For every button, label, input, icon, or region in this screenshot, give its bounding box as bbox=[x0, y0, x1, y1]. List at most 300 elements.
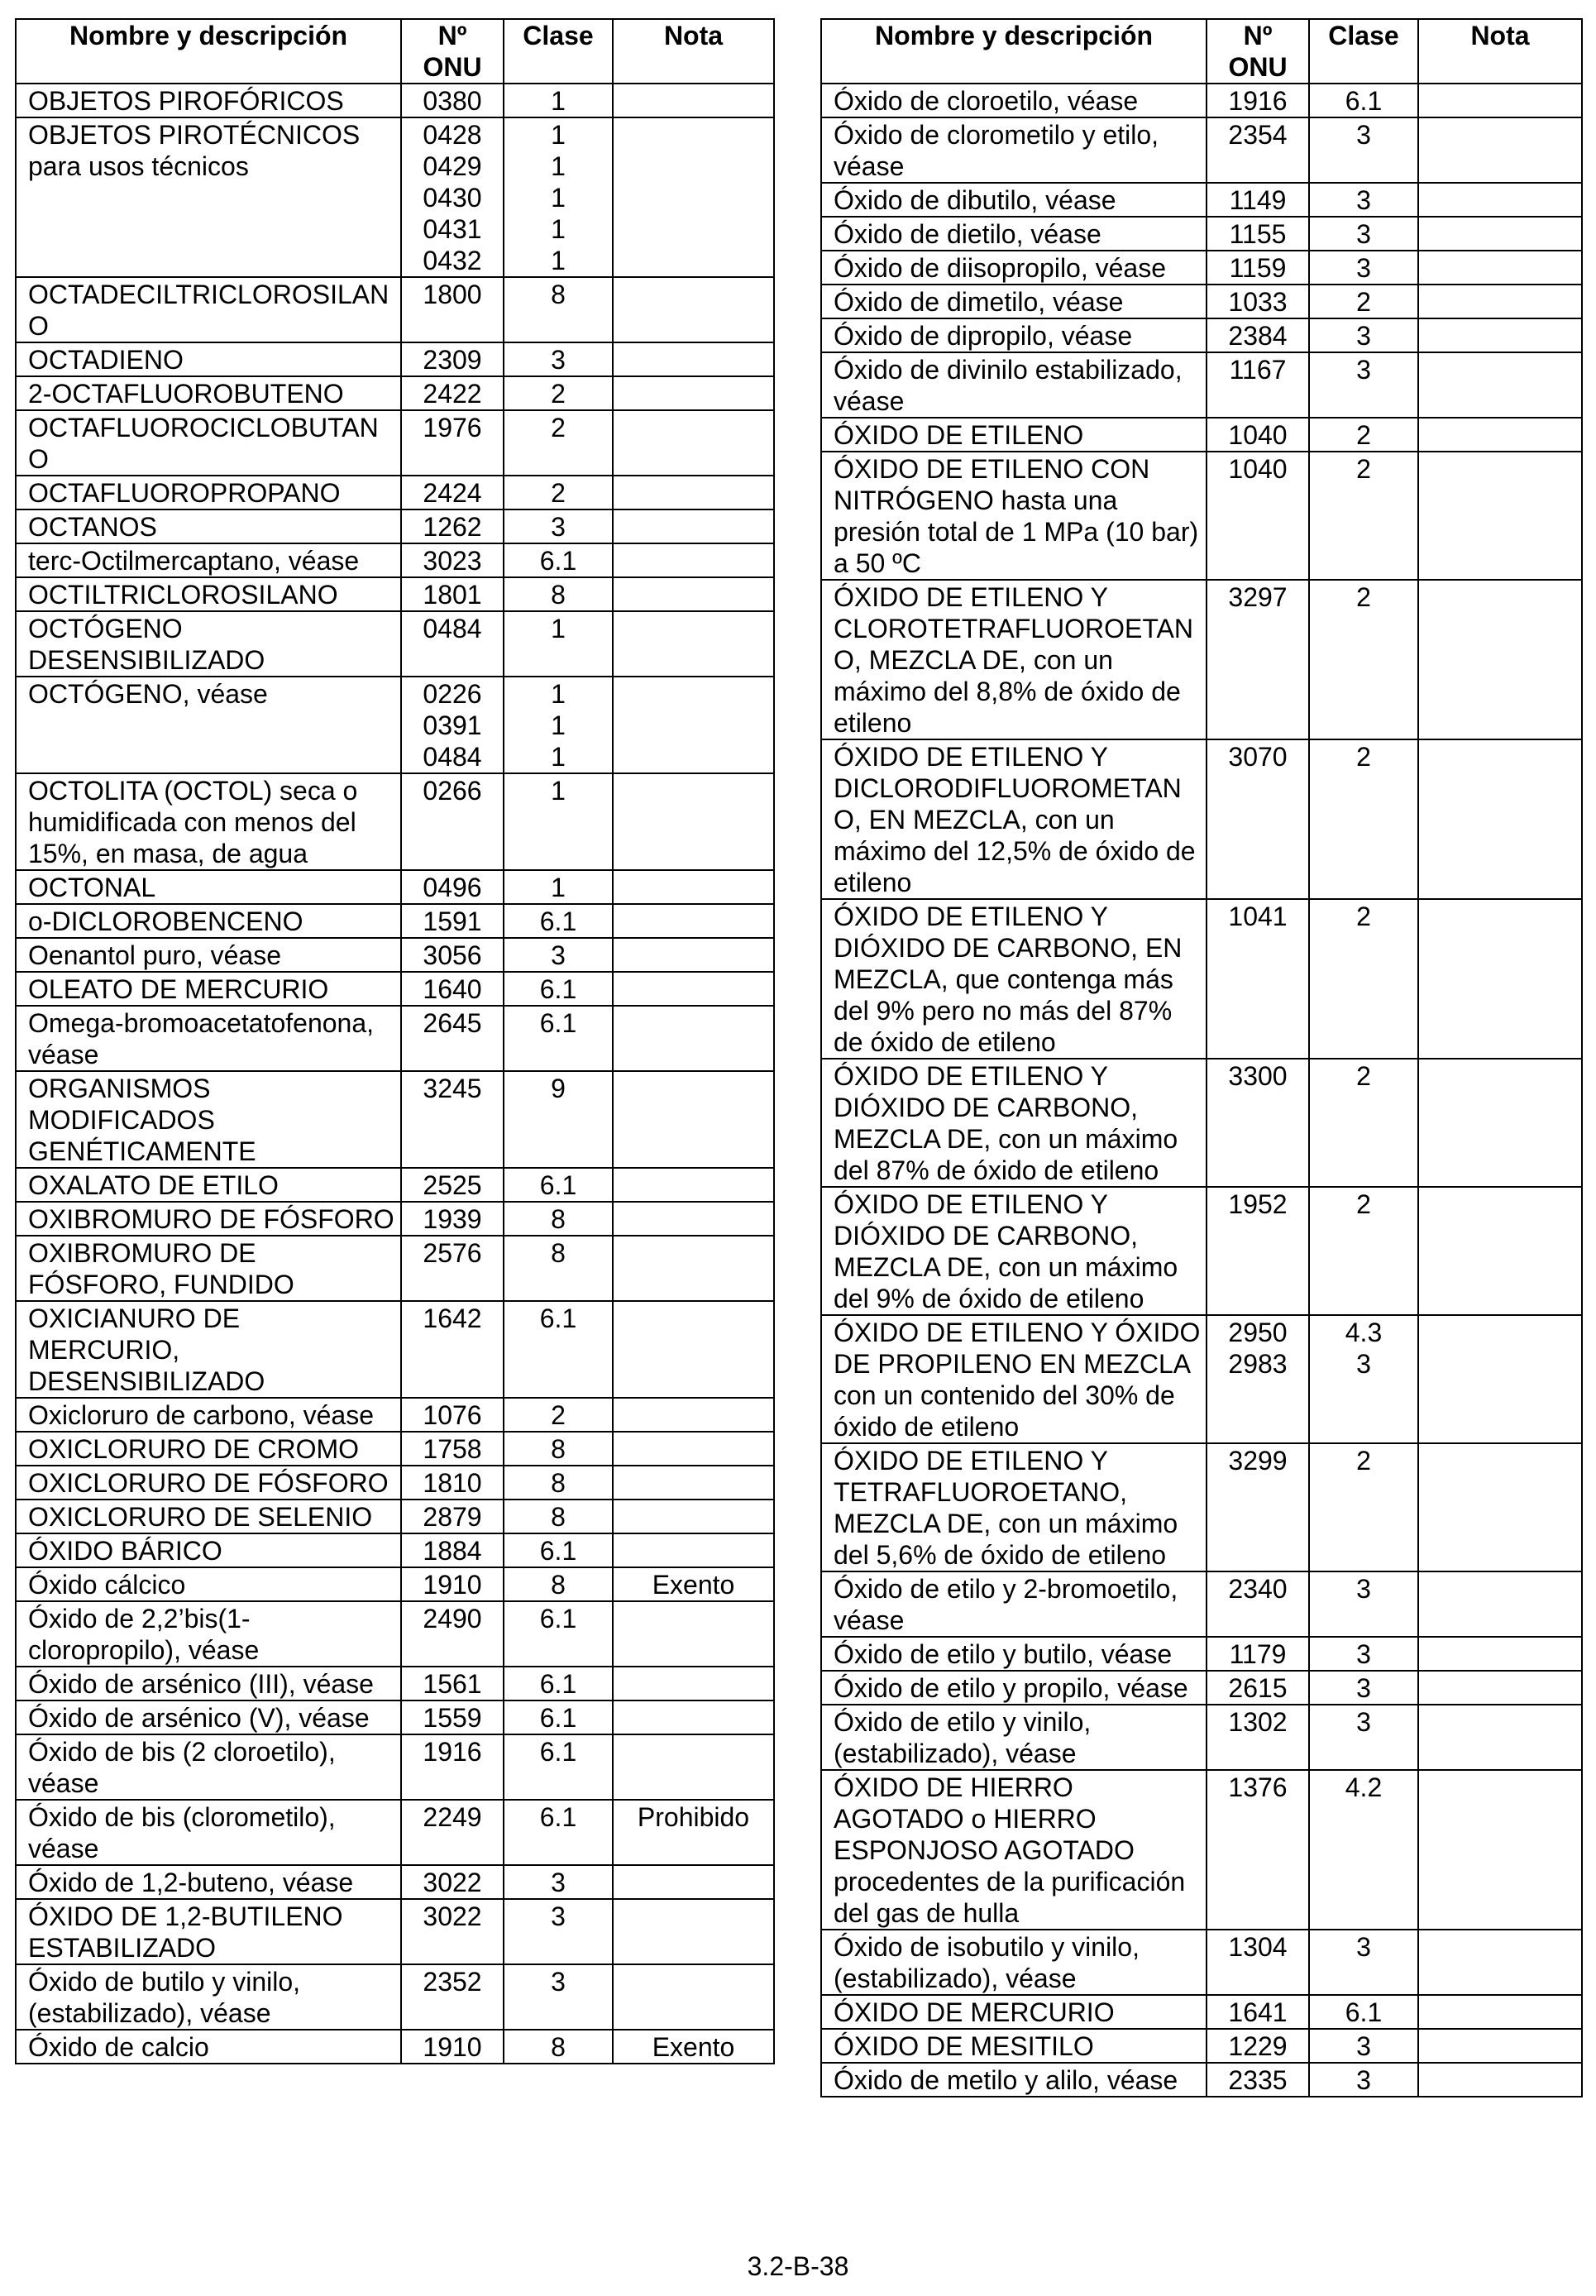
cell-onu: 3299 bbox=[1207, 1443, 1309, 1571]
cell-onu: 2490 bbox=[401, 1601, 504, 1667]
table-row bbox=[821, 2063, 1582, 2097]
cell-nota bbox=[1418, 84, 1582, 117]
cell-onu: 1167 bbox=[1207, 352, 1309, 418]
table-row bbox=[821, 1995, 1582, 2029]
cell-onu: 1155 bbox=[1207, 217, 1309, 251]
cell-nota bbox=[1418, 2063, 1582, 2097]
table-row bbox=[821, 739, 1582, 899]
cell-onu: 2424 bbox=[401, 476, 504, 509]
cell-onu: 3297 bbox=[1207, 580, 1309, 739]
table-row bbox=[821, 217, 1582, 251]
cell-clase: 3 bbox=[504, 938, 613, 972]
cell-clase: 3 bbox=[504, 509, 613, 543]
cell-clase: 6.1 bbox=[504, 543, 613, 577]
cell-onu: 1910 bbox=[401, 2030, 504, 2064]
cell-name: OCTONAL bbox=[16, 870, 401, 904]
table-row bbox=[16, 1168, 774, 1202]
page-number: 3.2-B-38 bbox=[747, 2251, 849, 2281]
left-substance-table bbox=[15, 18, 775, 2064]
cell-name: ÓXIDO DE ETILENO Y DICLORODIFLUOROMETANO, EN MEZCLA, con un máximo del 12,5% de óxido de etileno bbox=[821, 739, 1207, 899]
cell-clase: 3 bbox=[1309, 251, 1418, 285]
cell-nota bbox=[1418, 1637, 1582, 1671]
cell-onu: 1801 bbox=[401, 577, 504, 611]
cell-nota bbox=[613, 1899, 774, 1964]
cell-nota bbox=[613, 1301, 774, 1398]
cell-name: OCTAFLUOROPROPANO bbox=[16, 476, 401, 509]
cell-name: OCTANOS bbox=[16, 509, 401, 543]
table-row bbox=[16, 1700, 774, 1734]
cell-onu: 1641 bbox=[1207, 1995, 1309, 2029]
cell-clase: 6.1 bbox=[504, 1301, 613, 1398]
cell-name: o-DICLOROBENCENO bbox=[16, 904, 401, 938]
cell-onu: 1302 bbox=[1207, 1705, 1309, 1770]
cell-clase: 1 1 1 bbox=[504, 677, 613, 773]
cell-name: Óxido de dietilo, véase bbox=[821, 217, 1207, 251]
cell-onu: 1640 bbox=[401, 972, 504, 1006]
cell-onu: 1952 bbox=[1207, 1187, 1309, 1315]
table-row bbox=[821, 1187, 1582, 1315]
table-row bbox=[16, 611, 774, 677]
cell-clase: 8 bbox=[504, 277, 613, 342]
table-row bbox=[821, 1637, 1582, 1671]
cell-onu: 1229 bbox=[1207, 2029, 1309, 2063]
cell-clase: 2 bbox=[1309, 580, 1418, 739]
cell-onu: 2879 bbox=[401, 1500, 504, 1533]
table-row bbox=[16, 1202, 774, 1236]
table-row bbox=[821, 452, 1582, 580]
cell-onu: 3056 bbox=[401, 938, 504, 972]
cell-clase: 3 bbox=[504, 342, 613, 376]
table-row bbox=[16, 1398, 774, 1432]
cell-clase: 2 bbox=[1309, 418, 1418, 452]
table-row bbox=[821, 84, 1582, 117]
cell-clase: 1 bbox=[504, 611, 613, 677]
table-row bbox=[16, 870, 774, 904]
cell-clase: 2 bbox=[1309, 285, 1418, 318]
table-row bbox=[16, 972, 774, 1006]
table-row bbox=[16, 1667, 774, 1700]
table-row bbox=[16, 410, 774, 476]
cell-name: ÓXIDO DE ETILENO bbox=[821, 418, 1207, 452]
cell-name: Óxido de bis (clorometilo), véase bbox=[16, 1800, 401, 1865]
cell-clase: 2 bbox=[504, 410, 613, 476]
cell-name: OBJETOS PIROTÉCNICOS para usos técnicos bbox=[16, 117, 401, 277]
cell-clase: 3 bbox=[1309, 1671, 1418, 1705]
table-row bbox=[16, 1601, 774, 1667]
cell-onu: 2950 2983 bbox=[1207, 1315, 1309, 1443]
cell-nota bbox=[1418, 418, 1582, 452]
cell-nota bbox=[613, 1006, 774, 1071]
cell-nota bbox=[613, 1865, 774, 1899]
cell-onu: 1939 bbox=[401, 1202, 504, 1236]
cell-onu: 0428 0429 0430 0431 0432 bbox=[401, 117, 504, 277]
cell-nota bbox=[1418, 1443, 1582, 1571]
cell-clase: 1 bbox=[504, 870, 613, 904]
table-row bbox=[821, 1930, 1582, 1995]
cell-onu: 3023 bbox=[401, 543, 504, 577]
cell-nota bbox=[613, 938, 774, 972]
table-row bbox=[821, 352, 1582, 418]
cell-onu: 2249 bbox=[401, 1800, 504, 1865]
cell-nota bbox=[1418, 1995, 1582, 2029]
table-row bbox=[821, 318, 1582, 352]
cell-clase: 6.1 bbox=[504, 904, 613, 938]
table-row bbox=[821, 183, 1582, 217]
cell-name: ÓXIDO DE ETILENO Y DIÓXIDO DE CARBONO, MEZCLA DE, con un máximo del 87% de óxido de etileno bbox=[821, 1059, 1207, 1187]
cell-nota bbox=[613, 870, 774, 904]
header-clase: Clase bbox=[504, 19, 613, 84]
cell-name: Óxido de dibutilo, véase bbox=[821, 183, 1207, 217]
cell-clase: 3 bbox=[1309, 1705, 1418, 1770]
cell-name: Óxido de etilo y propilo, véase bbox=[821, 1671, 1207, 1705]
cell-nota bbox=[613, 1071, 774, 1168]
cell-name: OCTILTRICLOROSILANO bbox=[16, 577, 401, 611]
cell-nota bbox=[1418, 1571, 1582, 1637]
table-row bbox=[16, 117, 774, 277]
cell-onu: 0266 bbox=[401, 773, 504, 870]
cell-onu: 1040 bbox=[1207, 418, 1309, 452]
cell-onu: 1304 bbox=[1207, 1930, 1309, 1995]
table-row bbox=[821, 1059, 1582, 1187]
cell-name: ÓXIDO DE MESITILO bbox=[821, 2029, 1207, 2063]
cell-onu: 2422 bbox=[401, 376, 504, 410]
cell-nota bbox=[613, 1398, 774, 1432]
cell-clase: 4.3 3 bbox=[1309, 1315, 1418, 1443]
table-row bbox=[16, 904, 774, 938]
cell-nota bbox=[1418, 352, 1582, 418]
cell-onu: 1910 bbox=[401, 1567, 504, 1601]
cell-onu: 2384 bbox=[1207, 318, 1309, 352]
cell-nota bbox=[613, 1734, 774, 1800]
cell-nota: Exento bbox=[613, 1567, 774, 1601]
cell-clase: 6.1 bbox=[504, 972, 613, 1006]
cell-name: Óxido de divinilo estabilizado, véase bbox=[821, 352, 1207, 418]
cell-onu: 3300 bbox=[1207, 1059, 1309, 1187]
cell-clase: 3 bbox=[1309, 352, 1418, 418]
table-row bbox=[821, 1671, 1582, 1705]
table-row bbox=[16, 577, 774, 611]
cell-nota bbox=[613, 972, 774, 1006]
cell-name: Óxido de dimetilo, véase bbox=[821, 285, 1207, 318]
cell-clase: 4.2 bbox=[1309, 1770, 1418, 1930]
cell-clase: 6.1 bbox=[504, 1800, 613, 1865]
cell-nota bbox=[613, 1202, 774, 1236]
cell-nota: Prohibido bbox=[613, 1800, 774, 1865]
cell-clase: 6.1 bbox=[504, 1734, 613, 1800]
header-onu: Nº ONU bbox=[1207, 19, 1309, 84]
cell-onu: 2335 bbox=[1207, 2063, 1309, 2097]
cell-name: ÓXIDO DE ETILENO Y DIÓXIDO DE CARBONO, EN MEZCLA, que contenga más del 9% pero no más del 87% de óxido de etileno bbox=[821, 899, 1207, 1059]
cell-onu: 3070 bbox=[1207, 739, 1309, 899]
cell-name: Óxido de 1,2-buteno, véase bbox=[16, 1865, 401, 1899]
table-row bbox=[16, 1236, 774, 1301]
table-row bbox=[16, 1006, 774, 1071]
cell-onu: 1800 bbox=[401, 277, 504, 342]
cell-name: Óxido de bis (2 cloroetilo), véase bbox=[16, 1734, 401, 1800]
cell-onu: 0484 bbox=[401, 611, 504, 677]
cell-nota bbox=[1418, 739, 1582, 899]
cell-clase: 2 bbox=[504, 376, 613, 410]
cell-name: Óxido de etilo y vinilo, (estabilizado), véase bbox=[821, 1705, 1207, 1770]
cell-onu: 1033 bbox=[1207, 285, 1309, 318]
table-row bbox=[16, 543, 774, 577]
cell-onu: 1149 bbox=[1207, 183, 1309, 217]
cell-nota bbox=[1418, 117, 1582, 183]
cell-name: OCTOLITA (OCTOL) seca o humidificada con menos del 15%, en masa, de agua bbox=[16, 773, 401, 870]
header-name: Nombre y descripción bbox=[16, 19, 401, 84]
cell-name: OXICLORURO DE SELENIO bbox=[16, 1500, 401, 1533]
cell-nota bbox=[1418, 318, 1582, 352]
cell-nota bbox=[613, 1667, 774, 1700]
cell-name: OCTADIENO bbox=[16, 342, 401, 376]
header-nota: Nota bbox=[613, 19, 774, 84]
table-row bbox=[16, 1500, 774, 1533]
cell-name: ÓXIDO DE ETILENO Y TETRAFLUOROETANO, MEZCLA DE, con un máximo del 5,6% de óxido de etileno bbox=[821, 1443, 1207, 1571]
cell-name: OLEATO DE MERCURIO bbox=[16, 972, 401, 1006]
cell-onu: 1040 bbox=[1207, 452, 1309, 580]
cell-nota bbox=[613, 677, 774, 773]
table-row bbox=[821, 1571, 1582, 1637]
cell-onu: 2525 bbox=[401, 1168, 504, 1202]
cell-clase: 9 bbox=[504, 1071, 613, 1168]
header-nota: Nota bbox=[1418, 19, 1582, 84]
cell-name: Óxido de butilo y vinilo, (estabilizado), véase bbox=[16, 1964, 401, 2030]
cell-nota bbox=[613, 1700, 774, 1734]
cell-name: ÓXIDO DE HIERRO AGOTADO o HIERRO ESPONJOSO AGOTADO procedentes de la purificación del gas de hulla bbox=[821, 1770, 1207, 1930]
cell-nota bbox=[613, 1601, 774, 1667]
cell-onu: 2576 bbox=[401, 1236, 504, 1301]
cell-nota bbox=[1418, 899, 1582, 1059]
right-substance-table bbox=[820, 18, 1583, 2097]
cell-onu: 1810 bbox=[401, 1466, 504, 1500]
cell-nota: Exento bbox=[613, 2030, 774, 2064]
cell-clase: 2 bbox=[1309, 1059, 1418, 1187]
cell-onu: 0496 bbox=[401, 870, 504, 904]
cell-nota bbox=[613, 342, 774, 376]
table-row bbox=[821, 418, 1582, 452]
cell-clase: 6.1 bbox=[504, 1533, 613, 1567]
table-row bbox=[821, 1315, 1582, 1443]
cell-onu: 1041 bbox=[1207, 899, 1309, 1059]
header-clase: Clase bbox=[1309, 19, 1418, 84]
cell-name: ORGANISMOS MODIFICADOS GENÉTICAMENTE bbox=[16, 1071, 401, 1168]
cell-clase: 3 bbox=[1309, 217, 1418, 251]
table-row bbox=[821, 1770, 1582, 1930]
cell-clase: 8 bbox=[504, 577, 613, 611]
cell-name: 2-OCTAFLUOROBUTENO bbox=[16, 376, 401, 410]
cell-nota bbox=[613, 1500, 774, 1533]
cell-nota bbox=[613, 904, 774, 938]
cell-onu: 1262 bbox=[401, 509, 504, 543]
table-row bbox=[16, 1734, 774, 1800]
cell-name: Óxido de etilo y butilo, véase bbox=[821, 1637, 1207, 1671]
table-row bbox=[821, 251, 1582, 285]
cell-clase: 6.1 bbox=[504, 1006, 613, 1071]
cell-onu: 2340 bbox=[1207, 1571, 1309, 1637]
cell-nota bbox=[613, 577, 774, 611]
table-row bbox=[821, 580, 1582, 739]
cell-nota bbox=[613, 84, 774, 117]
header-onu: Nº ONU bbox=[401, 19, 504, 84]
cell-nota bbox=[613, 773, 774, 870]
cell-name: ÓXIDO DE 1,2-BUTILENO ESTABILIZADO bbox=[16, 1899, 401, 1964]
header-name: Nombre y descripción bbox=[821, 19, 1207, 84]
cell-name: Oxicloruro de carbono, véase bbox=[16, 1398, 401, 1432]
cell-name: OXICLORURO DE FÓSFORO bbox=[16, 1466, 401, 1500]
cell-clase: 2 bbox=[1309, 452, 1418, 580]
cell-name: ÓXIDO DE ETILENO Y ÓXIDO DE PROPILENO EN MEZCLA con un contenido del 30% de óxido de etileno bbox=[821, 1315, 1207, 1443]
table-row bbox=[16, 938, 774, 972]
table-row bbox=[821, 285, 1582, 318]
cell-onu: 1376 bbox=[1207, 1770, 1309, 1930]
cell-onu: 1976 bbox=[401, 410, 504, 476]
cell-name: OCTAFLUOROCICLOBUTANO bbox=[16, 410, 401, 476]
cell-name: Óxido de metilo y alilo, véase bbox=[821, 2063, 1207, 2097]
cell-clase: 3 bbox=[1309, 183, 1418, 217]
table-row bbox=[16, 1865, 774, 1899]
cell-onu: 1916 bbox=[401, 1734, 504, 1800]
table-row bbox=[16, 1533, 774, 1567]
table-row bbox=[821, 899, 1582, 1059]
cell-nota bbox=[613, 117, 774, 277]
table-row bbox=[16, 84, 774, 117]
cell-clase: 1 bbox=[504, 773, 613, 870]
cell-onu: 1916 bbox=[1207, 84, 1309, 117]
cell-onu: 2309 bbox=[401, 342, 504, 376]
cell-clase: 3 bbox=[1309, 1637, 1418, 1671]
cell-nota bbox=[613, 376, 774, 410]
table-row bbox=[16, 509, 774, 543]
cell-clase: 8 bbox=[504, 1567, 613, 1601]
cell-onu: 2352 bbox=[401, 1964, 504, 2030]
cell-onu: 1591 bbox=[401, 904, 504, 938]
cell-clase: 8 bbox=[504, 1466, 613, 1500]
table-row bbox=[16, 2030, 774, 2064]
cell-onu: 1642 bbox=[401, 1301, 504, 1398]
table-row bbox=[821, 2029, 1582, 2063]
table-row bbox=[16, 1964, 774, 2030]
cell-clase: 8 bbox=[504, 1500, 613, 1533]
cell-nota bbox=[1418, 1187, 1582, 1315]
cell-onu: 3245 bbox=[401, 1071, 504, 1168]
cell-name: ÓXIDO DE ETILENO CON NITRÓGENO hasta una presión total de 1 MPa (10 bar) a 50 ºC bbox=[821, 452, 1207, 580]
table-row bbox=[16, 1301, 774, 1398]
cell-nota bbox=[1418, 251, 1582, 285]
cell-name: Óxido de arsénico (III), véase bbox=[16, 1667, 401, 1700]
table-row bbox=[16, 376, 774, 410]
cell-onu: 0226 0391 0484 bbox=[401, 677, 504, 773]
cell-nota bbox=[613, 509, 774, 543]
cell-clase: 2 bbox=[1309, 1187, 1418, 1315]
cell-name: OXALATO DE ETILO bbox=[16, 1168, 401, 1202]
cell-clase: 1 1 1 1 1 bbox=[504, 117, 613, 277]
cell-nota bbox=[1418, 580, 1582, 739]
table-row bbox=[16, 1567, 774, 1601]
cell-nota bbox=[1418, 285, 1582, 318]
cell-onu: 1884 bbox=[401, 1533, 504, 1567]
cell-name: Óxido de etilo y 2-bromoetilo, véase bbox=[821, 1571, 1207, 1637]
cell-nota bbox=[613, 476, 774, 509]
table-row bbox=[16, 476, 774, 509]
cell-clase: 2 bbox=[1309, 1443, 1418, 1571]
cell-onu: 1561 bbox=[401, 1667, 504, 1700]
cell-onu: 1179 bbox=[1207, 1637, 1309, 1671]
table-row bbox=[16, 677, 774, 773]
table-header-row bbox=[16, 19, 774, 84]
cell-name: OXIBROMURO DE FÓSFORO bbox=[16, 1202, 401, 1236]
cell-name: OCTÓGENO, véase bbox=[16, 677, 401, 773]
cell-name: Óxido de 2,2’bis(1-cloropropilo), véase bbox=[16, 1601, 401, 1667]
cell-clase: 3 bbox=[1309, 2063, 1418, 2097]
cell-clase: 6.1 bbox=[504, 1667, 613, 1700]
cell-name: Óxido de arsénico (V), véase bbox=[16, 1700, 401, 1734]
cell-name: Óxido de dipropilo, véase bbox=[821, 318, 1207, 352]
cell-clase: 3 bbox=[504, 1865, 613, 1899]
cell-clase: 3 bbox=[1309, 2029, 1418, 2063]
cell-clase: 6.1 bbox=[1309, 84, 1418, 117]
table-row bbox=[821, 117, 1582, 183]
table-row bbox=[16, 1899, 774, 1964]
cell-nota bbox=[613, 410, 774, 476]
cell-name: ÓXIDO BÁRICO bbox=[16, 1533, 401, 1567]
table-row bbox=[16, 277, 774, 342]
cell-nota bbox=[613, 1432, 774, 1466]
cell-onu: 1076 bbox=[401, 1398, 504, 1432]
cell-onu: 2645 bbox=[401, 1006, 504, 1071]
cell-clase: 2 bbox=[1309, 739, 1418, 899]
cell-name: OCTADECILTRICLOROSILANO bbox=[16, 277, 401, 342]
cell-name: OBJETOS PIROFÓRICOS bbox=[16, 84, 401, 117]
cell-nota bbox=[613, 1964, 774, 2030]
cell-clase: 3 bbox=[504, 1964, 613, 2030]
table-row bbox=[16, 773, 774, 870]
cell-onu: 0380 bbox=[401, 84, 504, 117]
cell-nota bbox=[1418, 1315, 1582, 1443]
cell-nota bbox=[613, 611, 774, 677]
table-row bbox=[16, 1800, 774, 1865]
cell-name: OXICLORURO DE CROMO bbox=[16, 1432, 401, 1466]
cell-nota bbox=[1418, 217, 1582, 251]
cell-onu: 3022 bbox=[401, 1865, 504, 1899]
cell-onu: 1559 bbox=[401, 1700, 504, 1734]
cell-nota bbox=[1418, 1059, 1582, 1187]
table-row bbox=[821, 1705, 1582, 1770]
cell-nota bbox=[613, 277, 774, 342]
cell-clase: 3 bbox=[1309, 318, 1418, 352]
cell-clase: 8 bbox=[504, 1236, 613, 1301]
cell-onu: 1758 bbox=[401, 1432, 504, 1466]
cell-nota bbox=[613, 543, 774, 577]
cell-name: ÓXIDO DE MERCURIO bbox=[821, 1995, 1207, 2029]
cell-nota bbox=[1418, 1671, 1582, 1705]
cell-clase: 6.1 bbox=[1309, 1995, 1418, 2029]
cell-clase: 8 bbox=[504, 1202, 613, 1236]
cell-nota bbox=[1418, 1930, 1582, 1995]
cell-name: Omega-bromoacetatofenona, véase bbox=[16, 1006, 401, 1071]
cell-clase: 2 bbox=[1309, 899, 1418, 1059]
cell-clase: 1 bbox=[504, 84, 613, 117]
cell-clase: 6.1 bbox=[504, 1168, 613, 1202]
cell-name: ÓXIDO DE ETILENO Y DIÓXIDO DE CARBONO, MEZCLA DE, con un máximo del 9% de óxido de etileno bbox=[821, 1187, 1207, 1315]
cell-nota bbox=[613, 1236, 774, 1301]
cell-name: Óxido de isobutilo y vinilo, (estabilizado), véase bbox=[821, 1930, 1207, 1995]
table-row bbox=[16, 342, 774, 376]
cell-nota bbox=[1418, 1770, 1582, 1930]
cell-clase: 3 bbox=[1309, 117, 1418, 183]
cell-nota bbox=[1418, 452, 1582, 580]
cell-name: OCTÓGENO DESENSIBILIZADO bbox=[16, 611, 401, 677]
cell-nota bbox=[613, 1533, 774, 1567]
